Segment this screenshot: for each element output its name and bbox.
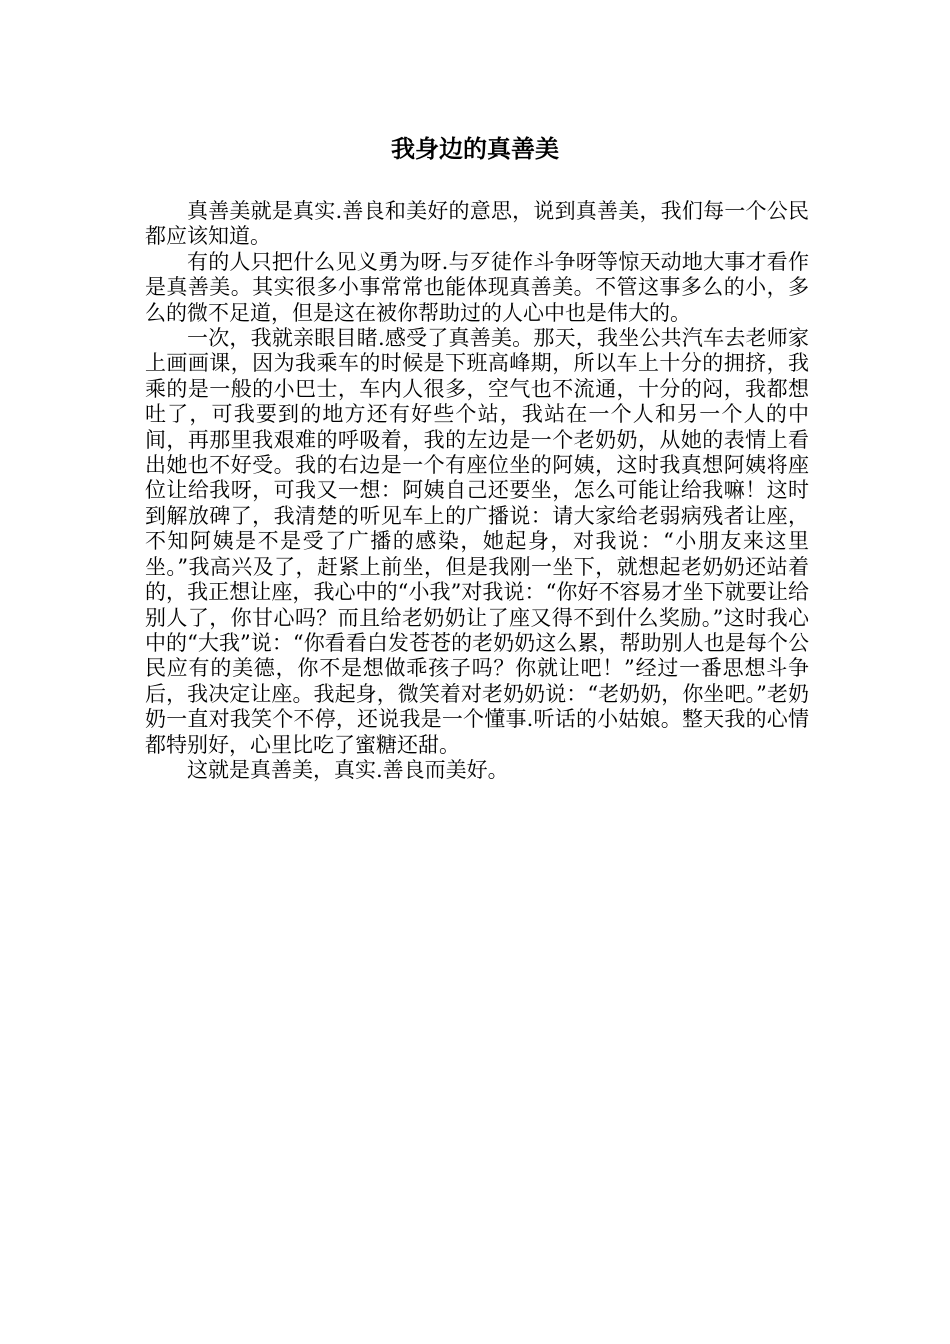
document-title: 我身边的真善美	[391, 135, 559, 163]
paragraph: 这就是真善美，真实.善良而美好。	[187, 757, 509, 782]
document-body	[145, 199, 809, 783]
paragraph: 真善美就是真实.善良和美好的意思，说到真善美，我们每一个公民都应该知道。	[145, 199, 809, 249]
paragraph: 有的人只把什么见义勇为呀.与歹徒作斗争呀等惊天动地大事才看作是真善美。其实很多小事常常也能体现真善美。不管这事多么的小，多么的微不足道，但是这在被你帮助过的人心中也是伟大的。	[145, 249, 809, 325]
paragraph: 一次，我就亲眼目睹.感受了真善美。那天，我坐公共汽车去老师家上画画课，因为我乘车的时候是下班高峰期，所以车上十分的拥挤，我乘的是一般的小巴士，车内人很多，空气也不流通，十分的闷，我都想吐了，可我要到的地方还有好些个站，我站在一个人和另一个人的中间，再那里我艰难的呼吸着，我的左边是一个老奶奶，从她的表情上看出她也不好受。我的右边是一个有座位坐的阿姨，这时我真想阿姨将座位让给我呀，可我又一想：阿姨自己还要坐，怎么可能让给我嘛！这时到解放碑了，我清楚的听见车上的广播说：请大家给老弱病残者让座，不知阿姨是不是受了广播的感染，她起身，对我说：“小朋友来这里坐。”我高兴及了，赶紧上前坐，但是我刚一坐下，就想起老奶奶还站着的，我正想让座，我心中的“小我”对我说：“你好不容易才坐下就要让给别人了，你甘心吗？而且给老奶奶让了座又得不到什么奖励。”这时我心中的“大我”说：“你看看白发苍苍的老奶奶这么累，帮助别人也是每个公民应有的美德，你不是想做乖孩子吗？你就让吧！”经过一番思想斗争后，我决定让座。我起身，微笑着对老奶奶说：“老奶奶，你坐吧。”老奶奶一直对我笑个不停，还说我是一个懂事.听话的小姑娘。整天我的心情都特别好，心里比吃了蜜糖还甜。	[145, 326, 809, 757]
